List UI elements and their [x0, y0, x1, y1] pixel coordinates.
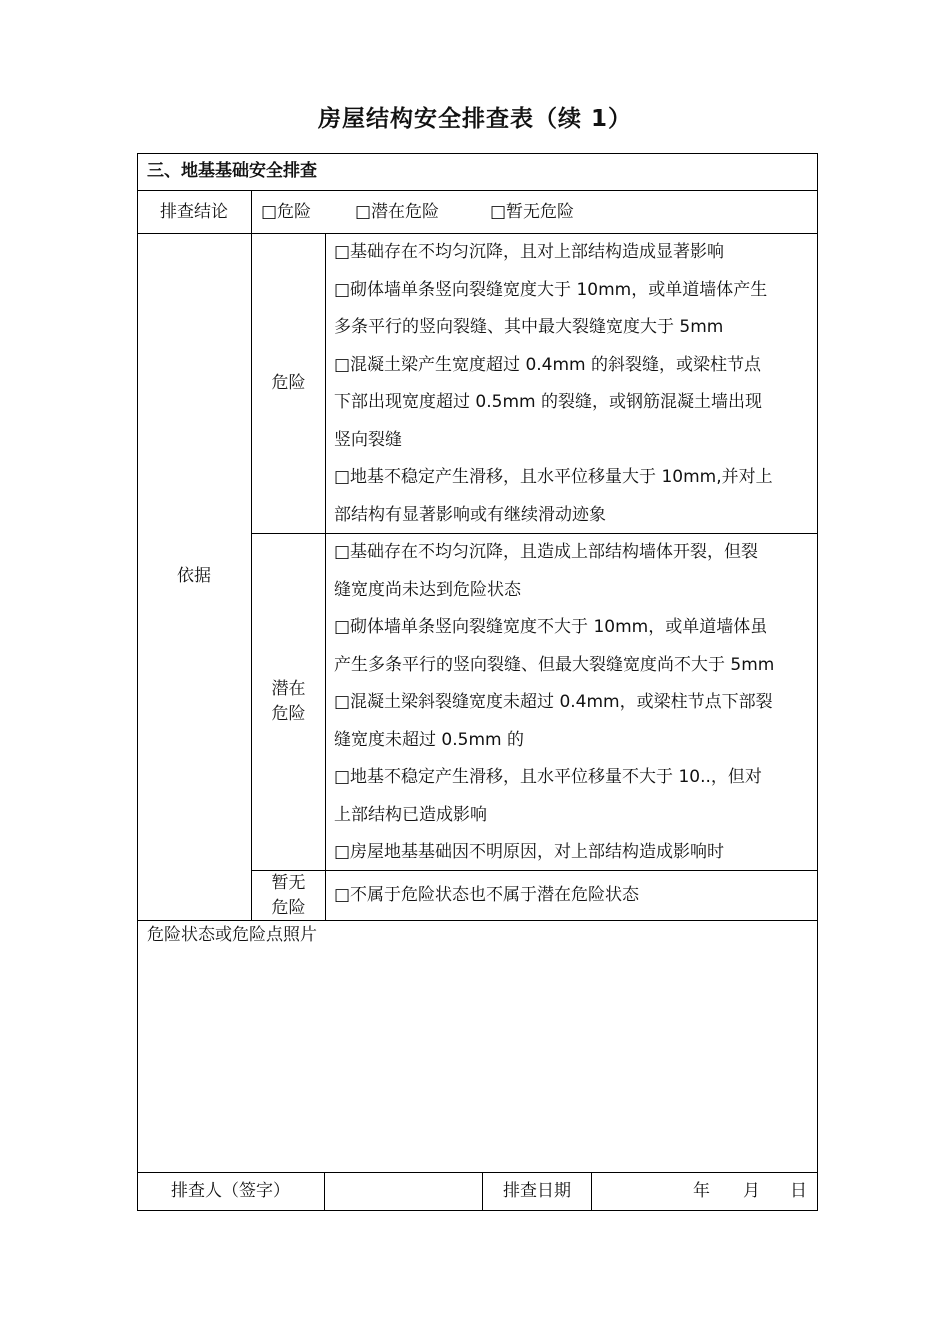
- danger-criteria-line: 下部出现宽度超过 0.5mm 的裂缝，或钢筋混凝土墙出现: [334, 392, 762, 412]
- danger-criteria-list: [334, 234, 773, 534]
- date-day[interactable]: 日: [790, 1181, 807, 1201]
- no-danger-label: [252, 871, 325, 920]
- conclusion-label: 排查结论: [160, 202, 228, 222]
- danger-criteria-line[interactable]: □基础存在不均匀沉降，且对上部结构造成显著影响: [334, 242, 725, 262]
- photo-area-label: 危险状态或危险点照片: [147, 925, 317, 945]
- potential-criteria-list: [334, 534, 774, 872]
- potential-danger-label: [252, 534, 325, 870]
- page-title: 房屋结构安全排查表（续 1）: [317, 106, 632, 132]
- potential-criteria-line[interactable]: □房屋地基基础因不明原因，对上部结构造成影响时: [334, 842, 725, 862]
- no-danger-label-line: 危险: [271, 897, 306, 918]
- danger-criteria-line[interactable]: □地基不稳定产生滑移，且水平位移量大于 10mm,并对上: [334, 467, 773, 487]
- option-no-danger-checkbox[interactable]: □暂无危险: [490, 202, 575, 222]
- danger-label: 危险: [271, 372, 306, 393]
- photo-area[interactable]: [138, 951, 817, 1171]
- potential-criteria-line: 上部结构已造成影响: [334, 804, 487, 825]
- section-header: 三、地基基础安全排查: [147, 161, 317, 181]
- danger-criteria-line: 竖向裂缝: [334, 429, 402, 450]
- inspection-table: [137, 153, 818, 1211]
- potential-criteria-line[interactable]: □砌体墙单条竖向裂缝宽度不大于 10mm，或单道墙体虽: [334, 617, 768, 637]
- danger-criteria-line[interactable]: □混凝土梁产生宽度超过 0.4mm 的斜裂缝，或梁柱节点: [334, 354, 762, 375]
- option-danger-checkbox[interactable]: □危险: [261, 202, 312, 222]
- potential-label-line: 潜在: [271, 679, 306, 699]
- potential-criteria-line[interactable]: □混凝土梁斜裂缝宽度未超过 0.4mm，或梁柱节点下部裂: [334, 692, 773, 712]
- potential-criteria-line: 产生多条平行的竖向裂缝、但最大裂缝宽度尚不大于 5mm: [334, 654, 775, 675]
- option-potential-danger-checkbox[interactable]: □潜在危险: [355, 202, 440, 222]
- potential-criteria-line: 缝宽度尚未达到危险状态: [334, 579, 521, 600]
- danger-criteria-line: 部结构有显著影响或有继续滑动迹象: [334, 504, 606, 525]
- inspector-signature-field[interactable]: [325, 1173, 482, 1210]
- potential-criteria-line[interactable]: □地基不稳定产生滑移，且水平位移量不大于 10..，但对: [334, 767, 762, 787]
- no-danger-label-line: 暂无: [271, 872, 306, 893]
- potential-criteria-line: 缝宽度未超过 0.5mm 的: [334, 729, 524, 750]
- basis-label: 依据: [177, 566, 211, 587]
- date-year[interactable]: 年: [693, 1181, 710, 1201]
- inspector-label: 排查人（签字）: [171, 1180, 290, 1201]
- potential-criteria-line[interactable]: □基础存在不均匀沉降，且造成上部结构墙体开裂，但裂: [334, 542, 759, 562]
- danger-criteria-line: 多条平行的竖向裂缝、其中最大裂缝宽度大于 5mm: [334, 317, 724, 337]
- date-month[interactable]: 月: [743, 1181, 760, 1201]
- danger-criteria-line[interactable]: □砌体墙单条竖向裂缝宽度大于 10mm，或单道墙体产生: [334, 279, 768, 300]
- potential-label-line: 危险: [271, 704, 306, 724]
- no-danger-criteria-line[interactable]: □不属于危险状态也不属于潜在危险状态: [334, 885, 640, 905]
- date-label: 排查日期: [503, 1180, 571, 1201]
